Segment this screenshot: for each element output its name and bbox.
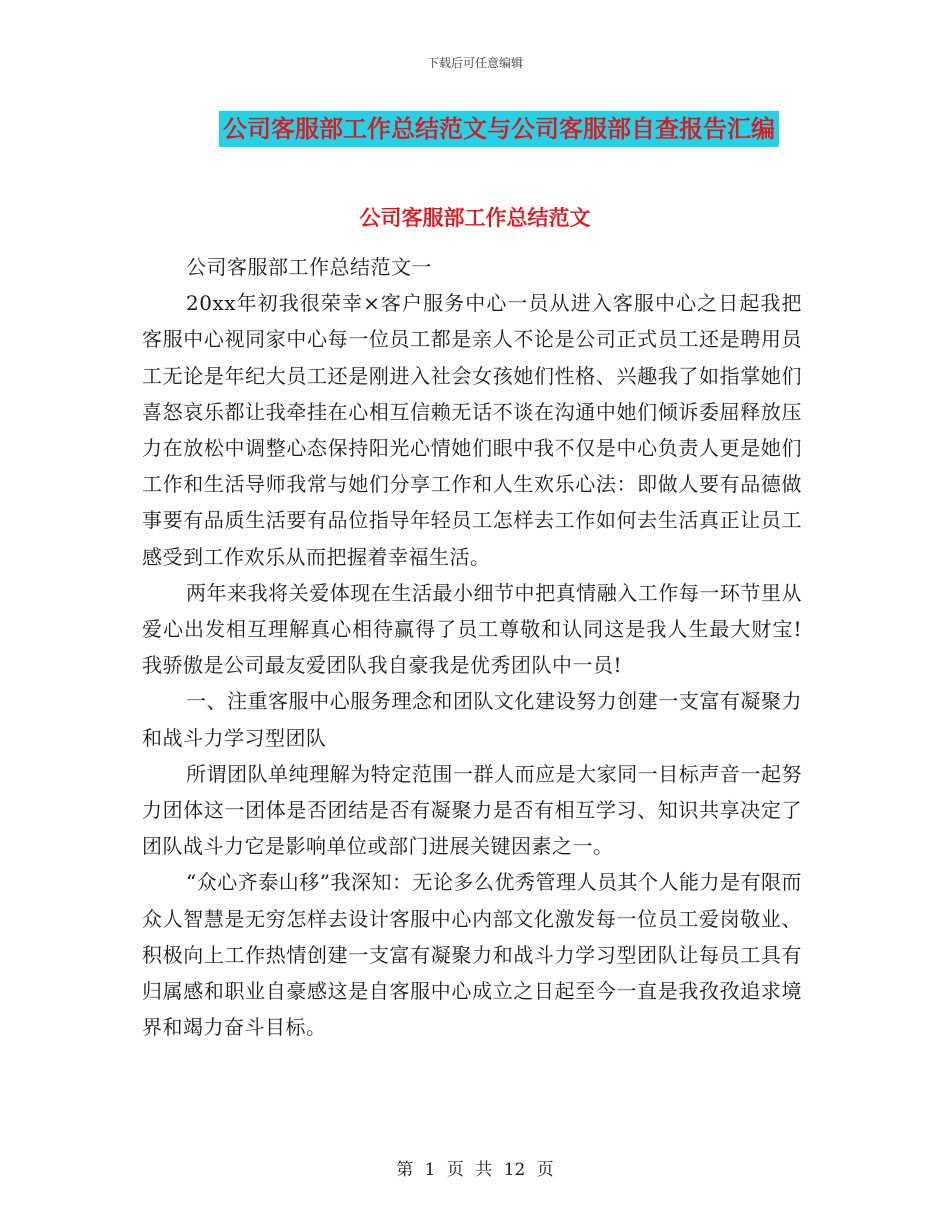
main-title: 公司客服部工作总结范文与公司客服部自查报告汇编 <box>219 111 779 147</box>
header-note: 下载后可任意编辑 <box>426 56 523 70</box>
page-number: 第 1 页 共 12 页 <box>396 1160 554 1180</box>
paragraph-heading: 公司客服部工作总结范文一 <box>186 255 432 279</box>
main-title-container <box>0 111 950 147</box>
paragraph: 20xx年初我很荣幸×客户服务中心一员从进入客服中心之日起我把客服中心视同家中心每一位员工都是亲人不论是公司正式员工还是聘用员工无论是年纪大员工还是刚进入社会女孩她们性格、兴趣我了如指掌她们喜怒哀乐都让我牵挂在心相互信赖无话不谈在沟通中她们倾诉委屈释放压力在放松中调整心态保持阳光心情她们眼中我不仅是中心负责人更是她们工作和生活导师我常与她们分享工作和人生欢乐心法：即做人要有品德做事要有品质生活要有品位指导年轻员工怎样去工作如何去生活真正让员工感受到工作欢乐从而把握着幸福生活。 <box>142 291 802 569</box>
paragraph: 一、注重客服中心服务理念和团队文化建设努力创建一支富有凝聚力和战斗力学习型团队 <box>142 689 802 750</box>
paragraph: “众心齐泰山移”我深知：无论多么优秀管理人员其个人能力是有限而众人智慧是无穷怎样去设计客服中心内部文化激发每一位员工爱岗敬业、积极向上工作热情创建一支富有凝聚力和战斗力学习型团队让每员工具有归属感和职业自豪感这是自客服中心成立之日起至今一直是我孜孜追求境界和竭力奋斗目标。 <box>142 870 802 1040</box>
paragraph: 两年来我将关爱体现在生活最小细节中把真情融入工作每一环节里从爱心出发相互理解真心相待赢得了员工尊敬和认同这是我人生最大财宝!我骄傲是公司最友爱团队我自豪我是优秀团队中一员! <box>142 580 802 678</box>
section-title: 公司客服部工作总结范文 <box>359 206 591 230</box>
document-body <box>142 249 802 1045</box>
paragraph: 所谓团队单纯理解为特定范围一群人而应是大家同一目标声音一起努力团体这一团体是否团结是否有凝聚力是否有相互学习、知识共享决定了团队战斗力它是影响单位或部门进展关键因素之一。 <box>142 761 802 859</box>
